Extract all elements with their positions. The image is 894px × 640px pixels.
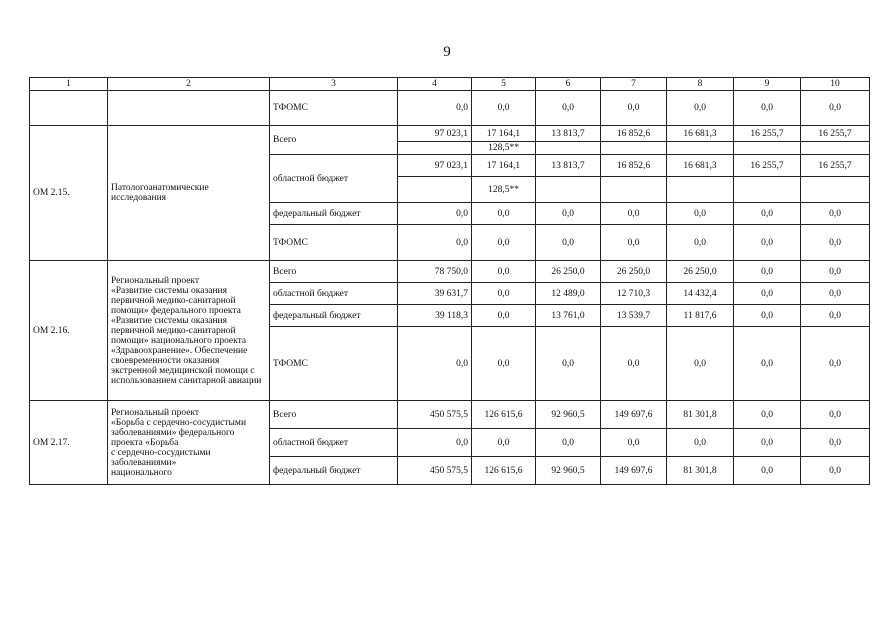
source-cell: федеральный бюджет — [270, 203, 398, 225]
source-cell: федеральный бюджет — [270, 305, 398, 327]
column-header: 4 — [398, 78, 472, 91]
value-cell: 97 023,1 — [398, 126, 472, 142]
value-cell — [536, 177, 601, 203]
name-text: Патологоанатомические исследования — [111, 183, 209, 203]
source-cell: ТФОМС — [270, 327, 398, 401]
value-cell: 16 681,3 — [667, 155, 734, 177]
value-cell: 0,0 — [667, 91, 734, 126]
value-cell: 0,0 — [734, 225, 801, 261]
value-cell: 12 489,0 — [536, 283, 601, 305]
value-cell: 0,0 — [801, 305, 870, 327]
value-cell: 450 575,5 — [398, 457, 472, 485]
value-cell: 128,5** — [472, 177, 536, 203]
value-cell: 0,0 — [398, 225, 472, 261]
value-cell: 39 118,3 — [398, 305, 472, 327]
value-cell: 0,0 — [734, 429, 801, 457]
value-cell: 0,0 — [734, 203, 801, 225]
value-cell: 0,0 — [398, 203, 472, 225]
value-cell: 0,0 — [801, 401, 870, 429]
column-header: 9 — [734, 78, 801, 91]
value-cell: 16 255,7 — [801, 126, 870, 142]
value-cell: 0,0 — [472, 305, 536, 327]
source-cell: Всего — [270, 261, 398, 283]
source-cell: ТФОМС — [270, 91, 398, 126]
column-header: 7 — [601, 78, 667, 91]
value-cell: 0,0 — [472, 203, 536, 225]
value-cell: 0,0 — [601, 91, 667, 126]
value-cell: 11 817,6 — [667, 305, 734, 327]
value-cell: 0,0 — [734, 401, 801, 429]
column-header: 2 — [108, 78, 270, 91]
source-cell: Всего — [270, 126, 398, 155]
source-cell: областной бюджет — [270, 429, 398, 457]
value-cell: 0,0 — [398, 327, 472, 401]
value-cell — [398, 177, 472, 203]
value-cell: 39 631,7 — [398, 283, 472, 305]
name-text: Региональный проект «Развитие системы оказания первичной медико-санитарной помощи» федерального проекта «Развитие системы оказания первичной медико-санитарной помощи» национального проекта «Здравоохранение». Обеспечение своевременности оказания экстренной медицинской помощи с использованием санитарной авиации — [111, 275, 262, 386]
value-cell: 0,0 — [801, 283, 870, 305]
header-row — [30, 78, 870, 91]
column-header: 1 — [30, 78, 108, 91]
value-cell: 0,0 — [734, 283, 801, 305]
value-cell: 0,0 — [601, 429, 667, 457]
page-number: 9 — [443, 44, 451, 60]
column-header: 3 — [270, 78, 398, 91]
source-cell: Всего — [270, 401, 398, 429]
value-cell: 81 301,8 — [667, 401, 734, 429]
code-cell — [30, 91, 108, 126]
table-row — [30, 401, 870, 429]
value-cell: 0,0 — [536, 429, 601, 457]
value-cell: 26 250,0 — [667, 261, 734, 283]
value-cell: 0,0 — [667, 429, 734, 457]
value-cell: 0,0 — [601, 225, 667, 261]
value-cell: 0,0 — [398, 429, 472, 457]
value-cell: 126 615,6 — [472, 401, 536, 429]
value-cell: 16 255,7 — [734, 155, 801, 177]
table-row — [30, 126, 870, 142]
name-cell — [108, 261, 270, 401]
value-cell: 17 164,1 — [472, 155, 536, 177]
value-cell: 14 432,4 — [667, 283, 734, 305]
table-row — [30, 261, 870, 283]
value-cell: 16 681,3 — [667, 126, 734, 142]
source-cell: областной бюджет — [270, 155, 398, 203]
column-header: 5 — [472, 78, 536, 91]
source-cell: ТФОМС — [270, 225, 398, 261]
value-cell: 0,0 — [472, 283, 536, 305]
value-cell: 13 813,7 — [536, 155, 601, 177]
name-cell — [108, 126, 270, 261]
value-cell: 0,0 — [536, 225, 601, 261]
value-cell — [734, 177, 801, 203]
value-cell: 0,0 — [734, 261, 801, 283]
value-cell: 26 250,0 — [536, 261, 601, 283]
value-cell: 149 697,6 — [601, 457, 667, 485]
value-cell: 97 023,1 — [398, 155, 472, 177]
value-cell — [667, 142, 734, 155]
value-cell — [398, 142, 472, 155]
source-cell: областной бюджет — [270, 283, 398, 305]
name-cell — [108, 91, 270, 126]
value-cell: 0,0 — [801, 457, 870, 485]
value-cell: 0,0 — [601, 327, 667, 401]
value-cell — [734, 142, 801, 155]
value-cell: 0,0 — [536, 91, 601, 126]
budget-table — [29, 77, 870, 485]
value-cell: 0,0 — [472, 429, 536, 457]
table-row — [30, 91, 870, 126]
value-cell: 0,0 — [801, 327, 870, 401]
value-cell: 450 575,5 — [398, 401, 472, 429]
code-cell: ОМ 2.15. — [30, 126, 108, 261]
value-cell: 13 761,0 — [536, 305, 601, 327]
value-cell: 16 852,6 — [601, 155, 667, 177]
value-cell: 78 750,0 — [398, 261, 472, 283]
value-cell: 0,0 — [398, 91, 472, 126]
value-cell: 16 255,7 — [801, 155, 870, 177]
value-cell: 0,0 — [801, 225, 870, 261]
column-header: 6 — [536, 78, 601, 91]
value-cell: 16 255,7 — [734, 126, 801, 142]
value-cell — [601, 142, 667, 155]
value-cell: 0,0 — [536, 203, 601, 225]
code-cell: ОМ 2.17. — [30, 401, 108, 485]
value-cell: 0,0 — [801, 429, 870, 457]
value-cell: 26 250,0 — [601, 261, 667, 283]
value-cell: 0,0 — [801, 91, 870, 126]
value-cell: 12 710,3 — [601, 283, 667, 305]
value-cell — [601, 177, 667, 203]
column-header: 8 — [667, 78, 734, 91]
value-cell: 128,5** — [472, 142, 536, 155]
value-cell: 149 697,6 — [601, 401, 667, 429]
source-cell: федеральный бюджет — [270, 457, 398, 485]
name-cell — [108, 401, 270, 485]
value-cell: 0,0 — [472, 261, 536, 283]
value-cell: 0,0 — [734, 305, 801, 327]
value-cell: 0,0 — [472, 225, 536, 261]
value-cell: 0,0 — [734, 327, 801, 401]
value-cell: 81 301,8 — [667, 457, 734, 485]
value-cell: 17 164,1 — [472, 126, 536, 142]
value-cell: 0,0 — [601, 203, 667, 225]
value-cell: 0,0 — [801, 203, 870, 225]
value-cell: 92 960,5 — [536, 401, 601, 429]
value-cell — [801, 177, 870, 203]
column-header: 10 — [801, 78, 870, 91]
value-cell: 0,0 — [734, 91, 801, 126]
value-cell: 13 539,7 — [601, 305, 667, 327]
value-cell: 0,0 — [801, 261, 870, 283]
value-cell: 0,0 — [536, 327, 601, 401]
value-cell: 16 852,6 — [601, 126, 667, 142]
value-cell — [667, 177, 734, 203]
value-cell: 0,0 — [734, 457, 801, 485]
value-cell — [536, 142, 601, 155]
value-cell: 92 960,5 — [536, 457, 601, 485]
value-cell: 0,0 — [667, 203, 734, 225]
code-cell: ОМ 2.16. — [30, 261, 108, 401]
value-cell: 0,0 — [667, 327, 734, 401]
value-cell: 0,0 — [472, 91, 536, 126]
value-cell: 13 813,7 — [536, 126, 601, 142]
name-text: Региональный проект «Борьба с сердечно-сосудистыми заболеваниями» федерального проекта «Борьба с сердечно-сосудистыми заболеваниями» национального — [111, 407, 247, 478]
value-cell: 0,0 — [472, 327, 536, 401]
value-cell: 126 615,6 — [472, 457, 536, 485]
value-cell: 0,0 — [667, 225, 734, 261]
value-cell — [801, 142, 870, 155]
